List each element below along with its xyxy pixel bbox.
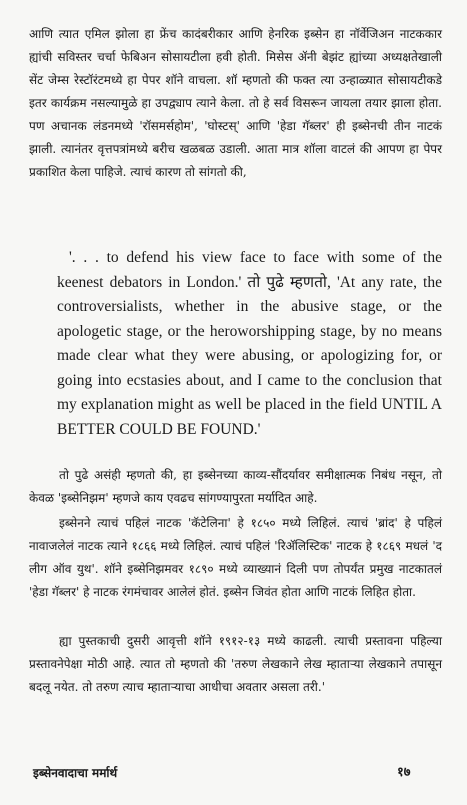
page-number: १७ [397,765,411,780]
running-footer-title: इब्सेनवादाचा मर्मार्थ [33,766,118,780]
paragraph-2: तो पुढे असंही म्हणतो की, हा इब्सेनच्या काव्य-सौंदर्यावर समीक्षात्मक निबंध नसून, तो केवळ 'इब्सेनिझम' म्हणजे काय एवढच सांगण्यापुरता मर्यादित आहे. [29,468,442,505]
paragraph-4: ह्या पुस्तकाची दुसरी आवृत्ती शॉने १९१२-१३ मध्ये काढली. त्याची प्रस्तावना पहिल्या प्रस्तावनेपेक्षा मोठी आहे. त्यात तो म्हणतो की 'तरुण लेखकाने लेख म्हाताऱ्या लेखकाने तपासून बदलू नयेत. तो तरुण त्याच म्हाताऱ्याचा आधीचा अवतार असला तरी.' [29,634,442,694]
paragraph-1: आणि त्यात एमिल झोला हा फ्रेंच कादंबरीकार आणि हेनरिक इब्सेन हा नॉर्वेजिअन नाटककार ह्यांची सविस्तर चर्चा फेबिअन सोसायटीला हवी होती. मिसेस ॲनी बेझंट ह्यांच्या अध्यक्षतेखाली सेंट जेम्स रेस्टॉरंटमध्ये हा पेपर शॉने वाचला. शॉ म्हणतो की फक्त त्या उन्हाळ्यात सोसायटीकडे इतर कार्यक्रम नसल्यामुळे हा उपद्व्याप त्याने केला. तो हे सर्व विसरून जायला तयार झाला होता. पण अचानक लंडनमध्ये 'रॉसमर्सहोम', 'घोस्टस्' आणि 'हेडा गॅब्लर' ही इब्सेनची तीन नाटकं झाली. त्यानंतर वृत्तपत्रांमध्ये बरीच खळबळ उडाली. आता मात्र शॉला वाटलं की आपण हा पेपर प्रकाशित केला पाहिजे. त्याचं कारण तो सांगतो की, [29,27,442,179]
paragraph-3: इब्सेनने त्याचं पहिलं नाटक 'कॅटेलिना' हे १८५० मध्ये लिहिलं. त्याचं 'ब्रांद' हे पहिलं नावाजलेलं नाटक त्याने १८६६ मध्ये लिहिलं. त्याचं पहिलं 'रिॲलिस्टिक' नाटक हे १८६९ मधलं 'द लीग ऑव युथ'. शॉने इब्सेनिझमवर १८९० मध्ये व्याख्यानं दिली पण तोपर्यंत प्रमुख नाटकातलं 'हेडा गॅब्लर' हे नाटक रंगमंचावर आलेलं होतं. इब्सेन जिवंत होता आणि नाटकं लिहित होता. [29,516,442,599]
block-quote: '. . . to defend his view face to face with some of the keenest debators in London.' तो पुढे म्हणतो, 'At any rate, the controversialists, whether in the abusive stage, or the apologetic stage, or the heroworshipping stage, by no means made clear what they were abusing, or apologizing for, or going into ecstasies about, and I came to the conclusion that my explanation might as well be placed in the field UNTIL A BETTER COULD BE FOUND.' [57,249,442,438]
